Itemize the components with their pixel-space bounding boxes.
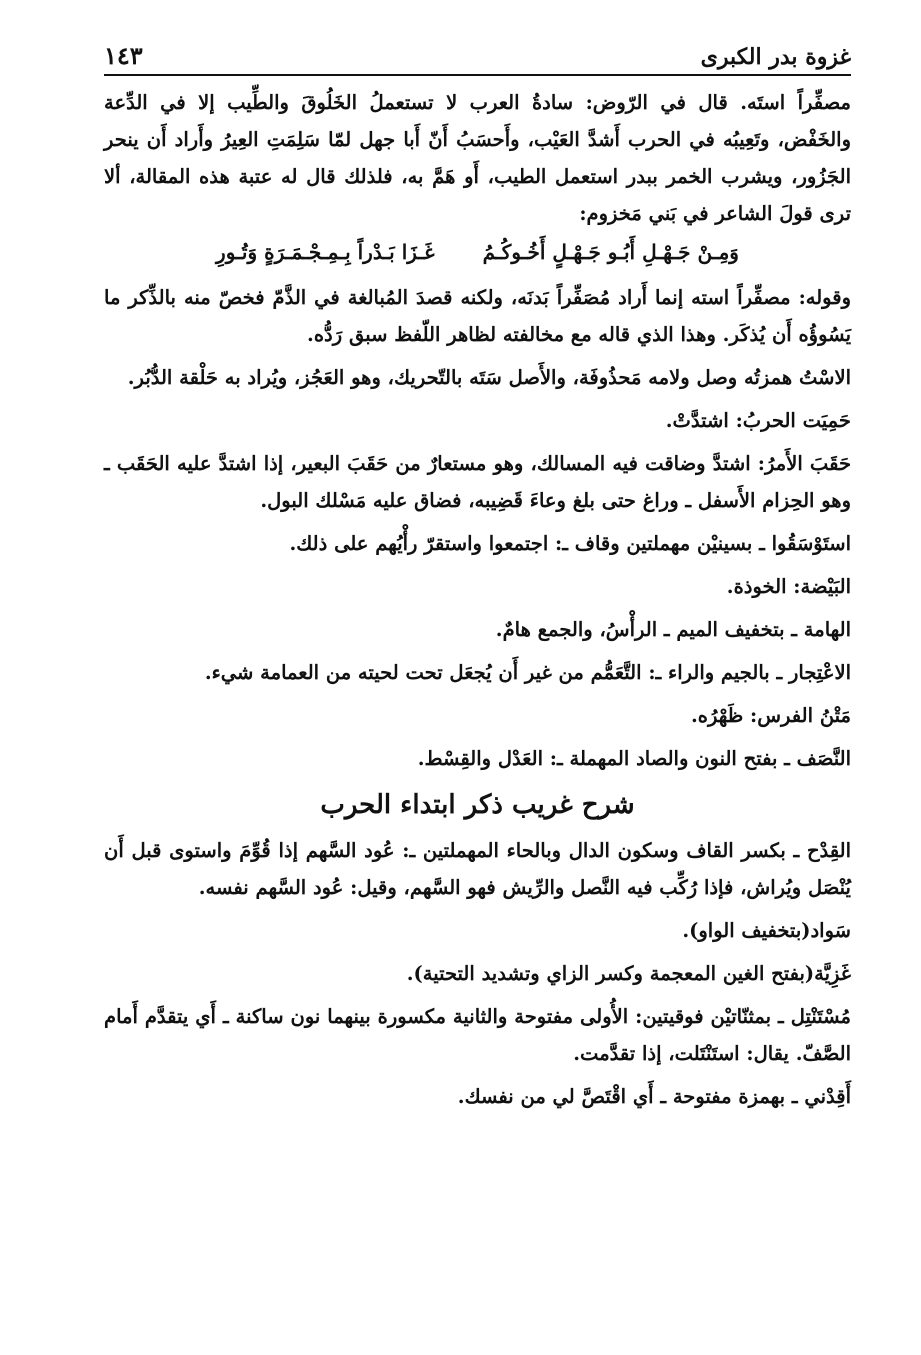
paragraph: الهامة ـ بتخفيف الميم ـ الرأْسُ، والجمع هامٌ. — [495, 618, 851, 641]
verse-second-hemistich: غَـزَا بَـدْراً بِـمِـجْـمَـرَةٍ وَتُـورِ — [216, 240, 435, 264]
paragraph: غَزِيَّة(بفتح الغين المعجمة وكسر الزاي وتشديد التحتية). — [406, 962, 851, 985]
verse-first-hemistich: وَمِـنْ جَـهْـلِ أَبُـو جَـهْـلٍ أَخُـوكُـمُ — [482, 240, 739, 264]
paragraph: مَتْنُ الفرس: ظَهْرُه. — [690, 704, 851, 727]
paragraph: الاسْتُ همزتُه وصل ولامه مَحذُوفَة، والأَصل سَتَه بالتّحريك، وهو العَجُز، ويُراد به حَلْقة الدُّبُر. — [127, 366, 851, 389]
paragraph: حَقَبَ الأَمرُ: اشتدَّ وضاقت فيه المسالك، وهو مستعارٌ من حَقَبَ البعير، إذا اشتدَّ عليه الحَقَب ـ وهو الحِزام الأَسفل ـ وراغ حتى بلغ وعاءَ قَضِيبه، فضاق عليه مَسْلك البول. — [104, 452, 851, 512]
paragraph: القِدْح ـ بكسر القاف وسكون الدال وبالحاء المهملتين ـ: عُود السَّهم إذا قُوِّمَ واستوى قبل أَن يُنْصَل ويُراش، فإذا رُكِّب فيه النَّصل والرِّيش فهو السَّهم، وقيل: عُود السَّهم نفسه. — [104, 839, 851, 899]
page-header — [104, 30, 851, 76]
paragraph: سَواد(بتخفيف الواو). — [682, 919, 851, 942]
paragraph: مصفِّراً استَه. قال في الرّوض: سادةُ العرب لا تستعملُ الخَلُوقَ والطِّيب إلا في الدِّعة والخَفْض، وتَعِيبُه في الحرب أَشدَّ العَيْب، وأَحسَبُ أَنّ أَبا جهل لمّا سَلِمَتِ العِيرُ وأَراد أَن ينحر الجَزُور، ويشرب الخمر ببدر استعمل الطيب، أَو هَمَّ به، فلذلك قال له عتبة هذه المقالة، ألا ترى قولَ الشاعر في بَني مَخزوم: — [104, 91, 851, 225]
paragraph: البَيْضة: الخوذة. — [726, 575, 851, 598]
paragraph: النَّصَف ـ بفتح النون والصاد المهملة ـ: العَدْل والقِسْط. — [417, 747, 851, 770]
paragraph: استَوْسَقُوا ـ بسينيْن مهملتين وقاف ـ: اجتمعوا واستقرّ رأْيُهم على ذلك. — [289, 532, 851, 555]
paragraph: وقوله: مصفِّراً استه إنما أَراد مُصَفِّراً بَدنَه، ولكنه قصدَ المُبالغة في الذَّمّ فخصّ منه بالذِّكر ما يَسُوؤُه أَن يُذكَر. وهذا الذي قاله مع مخالفته لظاهر اللّفظ سبق رَدُّه. — [104, 286, 851, 346]
paragraph: مُسْتَنْتِل ـ بمثنّاتيْن فوقيتين: الأُولى مفتوحة والثانية مكسورة بينهما نون ساكنة ـ أَي يتقدَّم أَمام الصَّفّ. يقال: استَنْتَلت، إذا تقدَّمت. — [104, 1005, 851, 1065]
poetry-verse — [104, 234, 851, 271]
section-heading: شرح غريب ذكر ابتداء الحرب — [320, 790, 635, 820]
running-title: غزوة بدر الكبرى — [700, 44, 851, 70]
paragraph: أَقِدْني ـ بهمزة مفتوحة ـ أَي اقْتَصَّ لي من نفسك. — [457, 1085, 851, 1108]
page-number: ١٤٣ — [104, 41, 143, 70]
paragraph: الاعْتِجار ـ بالجيم والراء ـ: التَّعَمُّم من غير أَن يُجعَل تحت لحيته من العمامة شيء. — [204, 661, 851, 684]
page-body — [104, 84, 851, 1121]
paragraph: حَمِيَت الحربُ: اشتدَّتْ. — [665, 409, 851, 432]
